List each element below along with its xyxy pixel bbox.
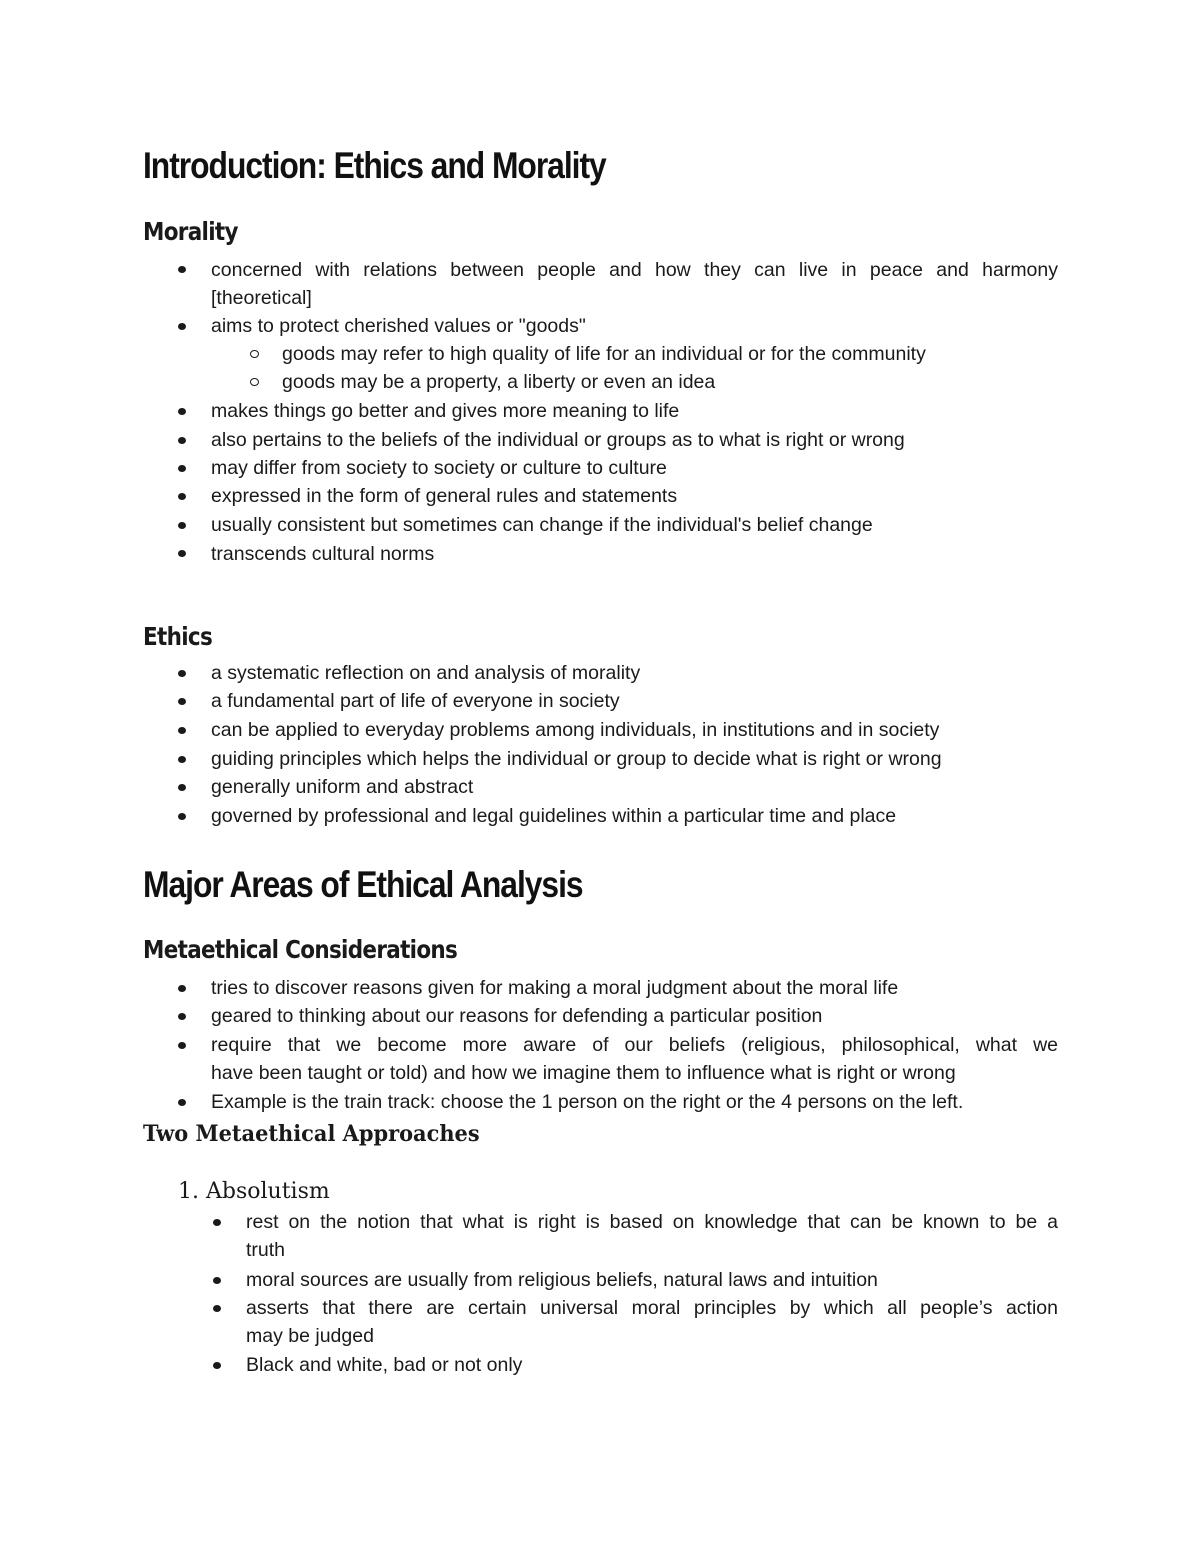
ethics-heading: Ethics: [143, 622, 213, 651]
morality-bullet-1-line-1: concerned with relations between people and how they can live in peace and harmony: [211, 259, 1058, 281]
metaethical-heading: Metaethical Considerations: [143, 935, 458, 964]
bullet-icon: [178, 1099, 186, 1106]
morality-bullet-2: aims to protect cherished values or "goods": [211, 315, 586, 337]
morality-bullet-8: transcends cultural norms: [211, 543, 435, 565]
bullet-icon: [178, 408, 186, 415]
metaethical-bullet-2: geared to thinking about our reasons for defending a particular position: [211, 1005, 823, 1027]
absolutism-bullet-3-line-1: asserts that there are certain universal moral principles by which all people’s action: [246, 1297, 1058, 1319]
morality-heading: Morality: [143, 217, 238, 246]
ethics-bullet-2: a fundamental part of life of everyone in society: [211, 690, 620, 712]
ethics-bullet-6: governed by professional and legal guidelines within a particular time and place: [211, 805, 897, 827]
metaethical-bullet-4: Example is the train track: choose the 1 person on the right or the 4 persons on the left.: [211, 1091, 964, 1113]
intro-title: Introduction: Ethics and Morality: [143, 145, 606, 186]
morality-bullet-7: usually consistent but sometimes can change if the individual's belief change: [211, 514, 873, 536]
ethics-bullet-4: guiding principles which helps the individual or group to decide what is right or wrong: [211, 748, 942, 770]
metaethical-bullet-3-line-1: require that we become more aware of our beliefs (religious, philosophical, what we: [211, 1034, 1058, 1056]
hollow-bullet-icon: [250, 350, 259, 358]
ethics-bullet-5: generally uniform and abstract: [211, 776, 474, 798]
absolutism-bullet-3-line-2: may be judged: [246, 1325, 374, 1347]
bullet-icon: [178, 522, 186, 529]
hollow-bullet-icon: [250, 378, 259, 386]
morality-bullet-6: expressed in the form of general rules and statements: [211, 485, 678, 507]
bullet-icon: [213, 1362, 221, 1369]
bullet-icon: [178, 727, 186, 734]
absolutism-bullet-1-line-2: truth: [246, 1239, 286, 1261]
bullet-icon: [178, 756, 186, 763]
bullet-icon: [178, 1042, 186, 1049]
bullet-icon: [178, 670, 186, 677]
bullet-icon: [213, 1219, 221, 1226]
bullet-icon: [178, 437, 186, 444]
morality-bullet-1-line-2: [theoretical]: [211, 287, 312, 309]
bullet-icon: [178, 813, 186, 820]
bullet-icon: [213, 1305, 221, 1312]
bullet-icon: [178, 550, 186, 557]
ethics-bullet-3: can be applied to everyday problems among individuals, in institutions and in society: [211, 719, 940, 741]
major-areas-title: Major Areas of Ethical Analysis: [143, 864, 583, 905]
morality-bullet-4: also pertains to the beliefs of the individual or groups as to what is right or wrong: [211, 429, 905, 451]
bullet-icon: [178, 465, 186, 472]
absolutism-bullet-2: moral sources are usually from religious beliefs, natural laws and intuition: [246, 1269, 878, 1291]
morality-bullet-5: may differ from society to society or culture to culture: [211, 457, 667, 479]
bullet-icon: [178, 784, 186, 791]
approaches-heading: Two Metaethical Approaches: [143, 1121, 480, 1147]
bullet-icon: [178, 985, 186, 992]
absolutism-heading: 1. Absolutism: [178, 1179, 330, 1204]
bullet-icon: [178, 323, 186, 330]
absolutism-bullet-4: Black and white, bad or not only: [246, 1354, 523, 1376]
morality-bullet-3: makes things go better and gives more meaning to life: [211, 400, 680, 422]
metaethical-bullet-1: tries to discover reasons given for making a moral judgment about the moral life: [211, 977, 899, 999]
ethics-bullet-1: a systematic reflection on and analysis of morality: [211, 662, 641, 684]
bullet-icon: [178, 1013, 186, 1020]
absolutism-bullet-1-line-1: rest on the notion that what is right is based on knowledge that can be known to be a: [246, 1211, 1058, 1233]
bullet-icon: [178, 698, 186, 705]
bullet-icon: [213, 1277, 221, 1284]
bullet-icon: [178, 266, 186, 273]
morality-sub-bullet-1: goods may refer to high quality of life for an individual or for the community: [282, 343, 926, 365]
bullet-icon: [178, 493, 186, 500]
metaethical-bullet-3-line-2: have been taught or told) and how we imagine them to influence what is right or wrong: [211, 1062, 956, 1084]
morality-sub-bullet-2: goods may be a property, a liberty or even an idea: [282, 371, 716, 393]
